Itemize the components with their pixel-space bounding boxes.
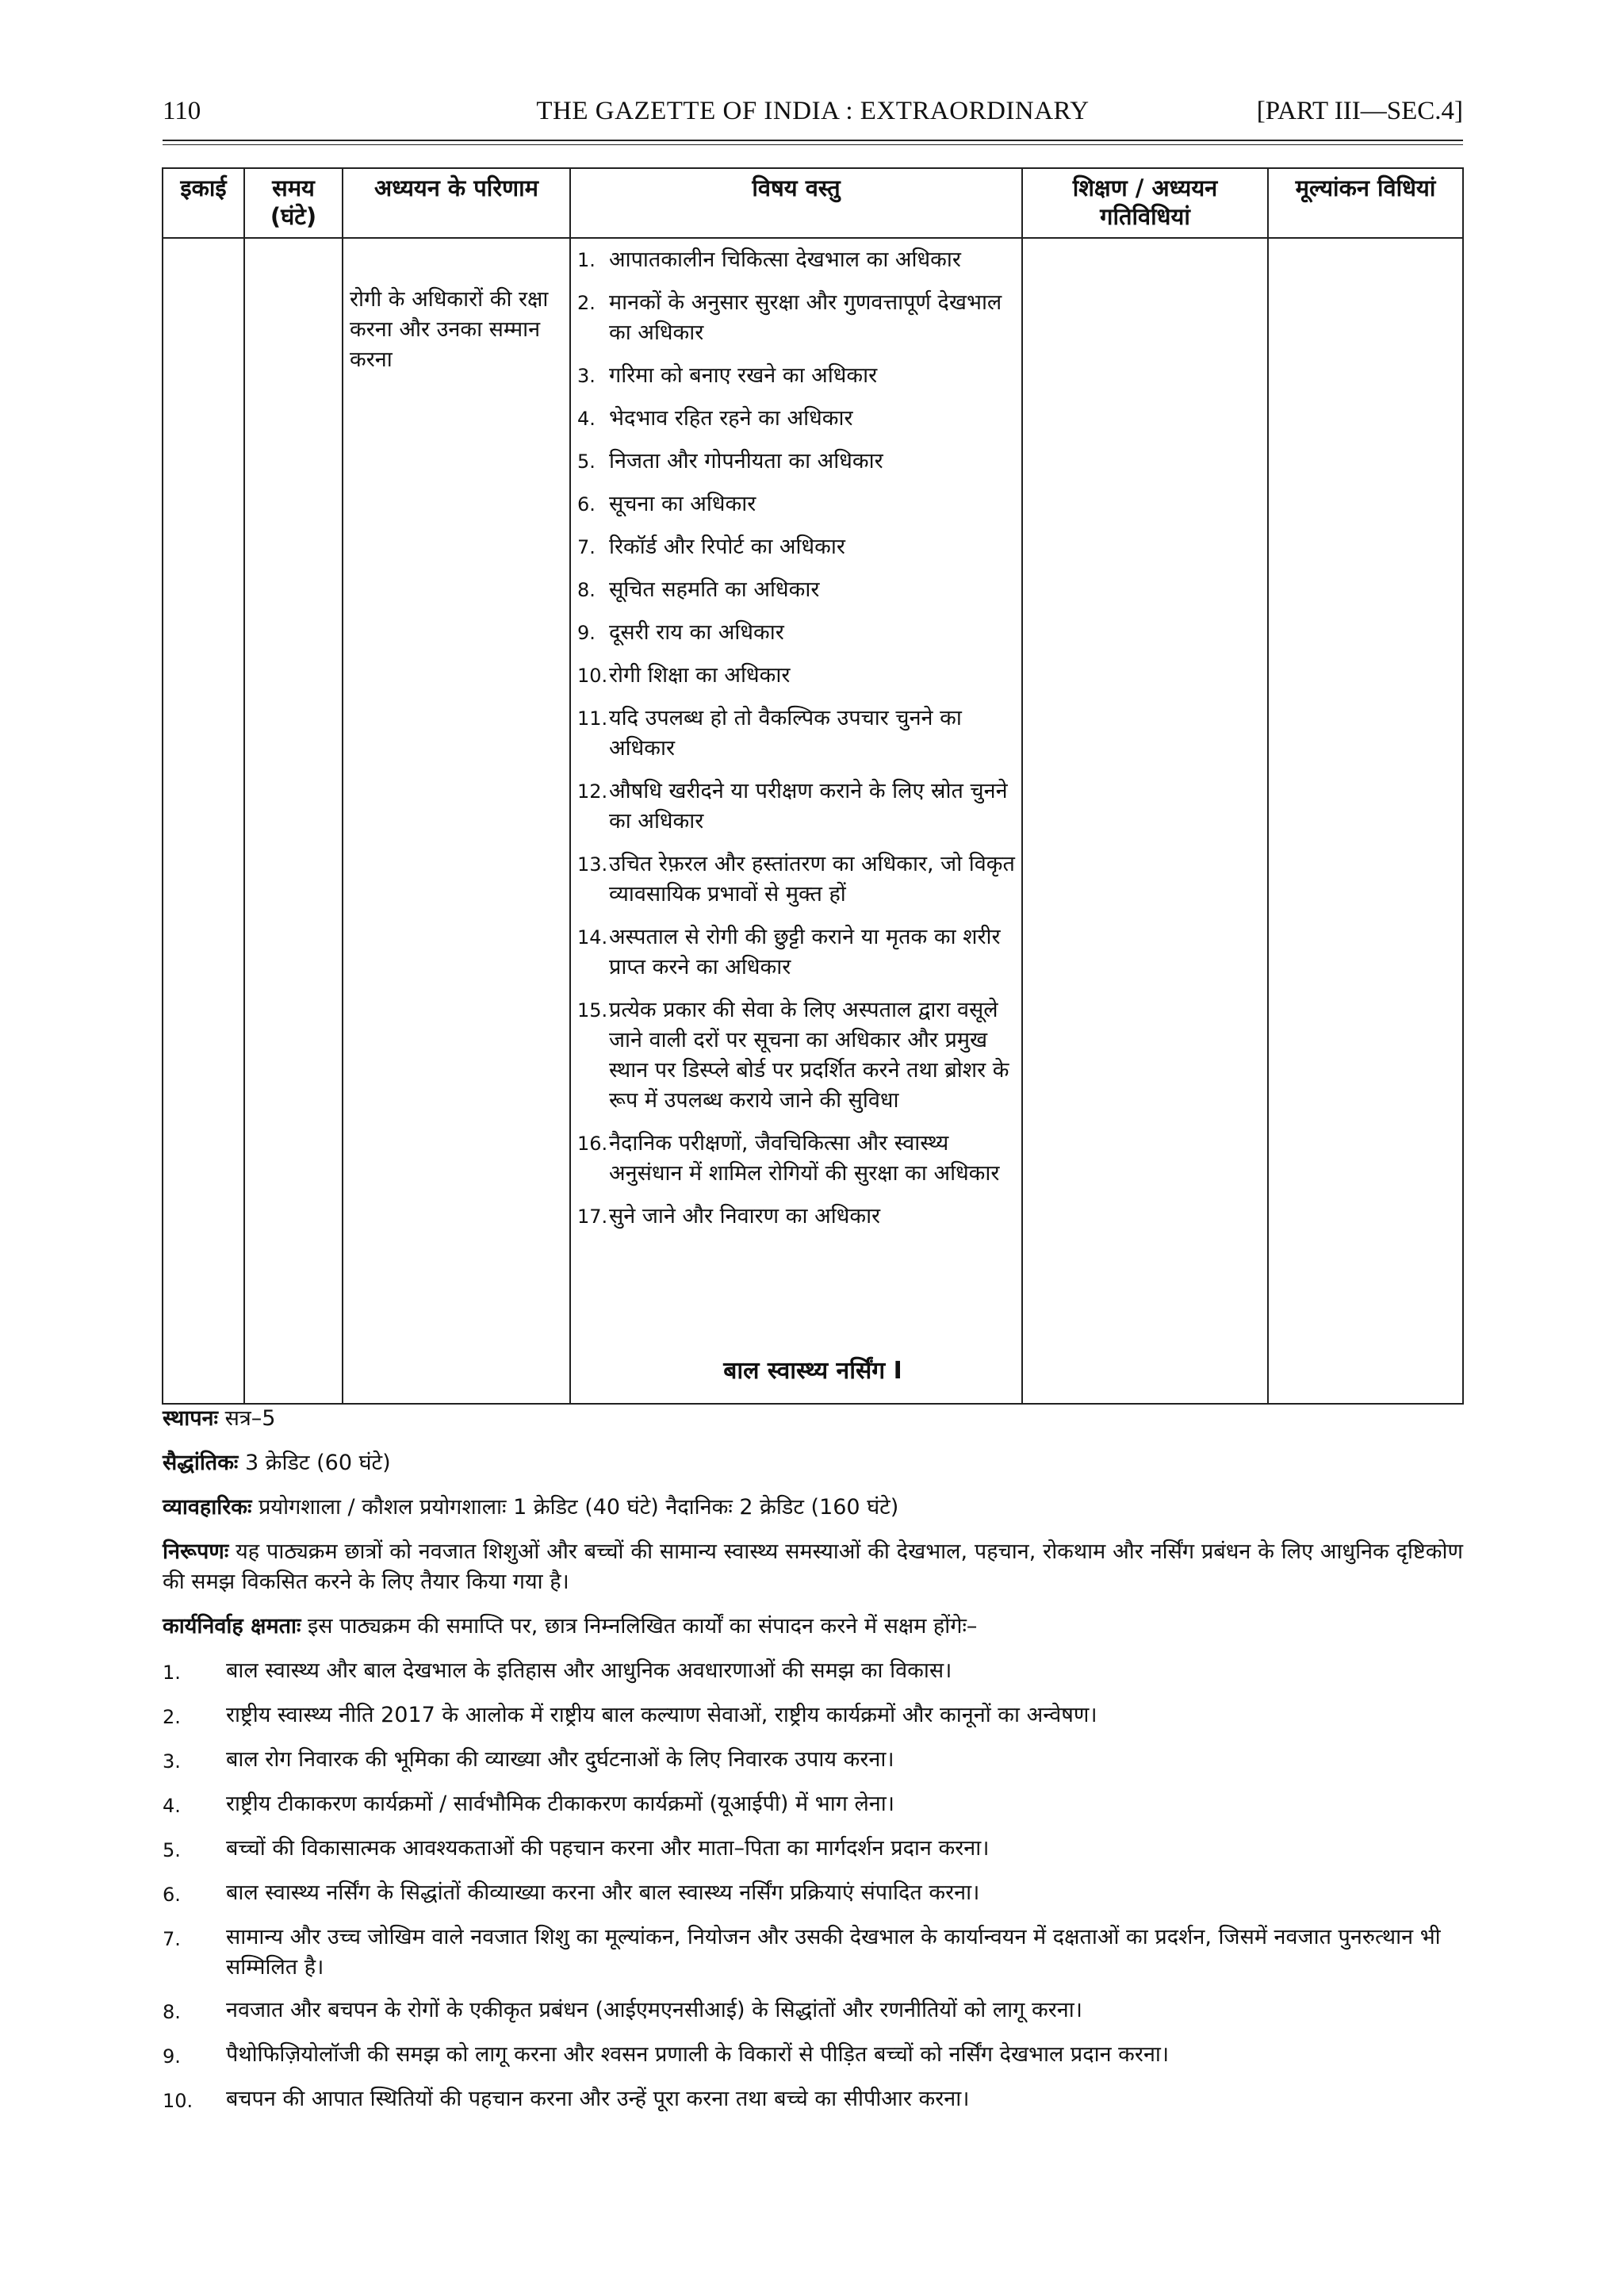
list-item <box>577 618 1015 648</box>
competency-label: कार्यनिर्वाह क्षमताः <box>163 1614 301 1639</box>
list-item <box>163 1745 1463 1777</box>
list-item <box>577 489 1015 519</box>
list-item <box>577 995 1015 1116</box>
practical-label: व्यावहारिकः <box>163 1495 252 1520</box>
list-item-text: बाल स्वास्थ्य नर्सिंग के सिद्धांतों कीव्याख्या करना और बाल स्वास्थ्य नर्सिंग प्रक्रियाएं संपादित करना। <box>226 1880 980 1905</box>
list-item-number: 10. <box>163 2090 193 2112</box>
list-item <box>163 1834 1463 1865</box>
cell-content <box>570 238 1022 1404</box>
list-item-number: 13. <box>577 853 608 876</box>
placement-label: स्थापनः <box>163 1406 218 1431</box>
course-title: बाल स्वास्थ्य नर्सिंग I <box>723 1357 902 1385</box>
list-item-text: सूचना का अधिकार <box>609 492 756 516</box>
competency-list <box>163 1656 1463 2116</box>
list-item <box>577 404 1015 434</box>
list-item <box>577 922 1015 983</box>
theory-label: सैद्धांतिकः <box>163 1451 239 1475</box>
competency-intro-line <box>163 1612 1463 1642</box>
table-row <box>163 238 1463 1404</box>
list-item <box>577 1202 1015 1232</box>
list-item-text: रिकॉर्ड और रिपोर्ट का अधिकार <box>609 535 845 559</box>
content-list <box>577 245 1015 1232</box>
cell-evaluation <box>1268 238 1463 1404</box>
list-item-text: दूसरी राय का अधिकार <box>609 620 784 645</box>
list-item-text: यदि उपलब्ध हो तो वैकल्पिक उपचार चुनने का अधिकार <box>609 706 962 761</box>
list-item-text: आपातकालीन चिकित्सा देखभाल का अधिकार <box>609 247 961 272</box>
list-item-number: 14. <box>577 926 608 949</box>
col-header-content: विषय वस्तु <box>570 168 1022 238</box>
placement-value: सत्र–5 <box>224 1406 276 1431</box>
list-item-number: 9. <box>577 622 596 644</box>
list-item-text: पैथोफिज़ियोलॉजी की समझ को लागू करना और श्वसन प्रणाली के विकारों से पीड़ित बच्चों को नर्सिंग देखभाल प्रदान करना। <box>226 2042 1170 2067</box>
list-item-text: सुने जाने और निवारण का अधिकार <box>609 1204 881 1228</box>
list-item <box>163 2084 1463 2116</box>
list-item-text: बच्चों की विकासात्मक आवश्यकताओं की पहचान करना और माता–पिता का मार्गदर्शन प्रदान करना। <box>226 1836 990 1861</box>
table-header-row <box>163 168 1463 238</box>
list-item <box>577 288 1015 348</box>
list-item-number: 12. <box>577 780 608 803</box>
list-item-number: 3. <box>163 1750 181 1773</box>
cell-unit <box>163 238 244 1404</box>
list-item <box>577 849 1015 910</box>
col-header-time: समय (घंटे) <box>244 168 343 238</box>
list-item-number: 8. <box>163 2001 181 2023</box>
list-item-number: 7. <box>577 536 596 558</box>
list-item <box>163 1878 1463 1910</box>
list-item <box>577 361 1015 391</box>
list-item-number: 11. <box>577 707 608 730</box>
list-item <box>577 532 1015 562</box>
list-item-text: अस्पताल से रोगी की छुट्टी कराने या मृतक का शरीर प्राप्त करने का अधिकार <box>609 925 1001 979</box>
list-item <box>577 447 1015 477</box>
list-item <box>577 661 1015 691</box>
list-item <box>163 1922 1463 1983</box>
list-item-text: प्रत्येक प्रकार की सेवा के लिए अस्पताल द्वारा वसूले जाने वाली दरों पर सूचना का अधिकार और प्रमुख स्थान पर डिस्प्ले बोर्ड पर प्रदर्शित करने तथा ब्रोशर के रूप में उपलब्ध कराये जाने की सुविधा <box>609 998 1009 1113</box>
list-item-number: 7. <box>163 1928 181 1950</box>
list-item-text: नवजात और बचपन के रोगों के एकीकृत प्रबंधन (आईएमएनसीआई) के सिद्धांतों और रणनीतियों को लागू करना। <box>226 1998 1082 2022</box>
list-item-number: 5. <box>577 450 596 473</box>
list-item-number: 2. <box>163 1706 181 1728</box>
competency-intro: इस पाठ्यक्रम की समाप्ति पर, छात्र निम्नलिखित कार्यों का संपादन करने में सक्षम होंगेः– <box>308 1614 978 1639</box>
list-item-text: मानकों के अनुसार सुरक्षा और गुणवत्तापूर्ण देखभाल का अधिकार <box>609 290 1002 345</box>
list-item-number: 8. <box>577 579 596 601</box>
list-item-number: 6. <box>577 493 596 516</box>
list-item-text: बाल स्वास्थ्य और बाल देखभाल के इतिहास और आधुनिक अवधारणाओं की समझ का विकास। <box>226 1658 952 1683</box>
cell-activities <box>1022 238 1268 1404</box>
header-rule <box>163 140 1463 141</box>
header-rule-thin <box>163 144 1463 145</box>
list-item-number: 4. <box>577 408 596 430</box>
list-item <box>577 1129 1015 1189</box>
list-item-number: 16. <box>577 1133 608 1155</box>
list-item-text: बचपन की आपात स्थितियों की पहचान करना और उन्हें पूरा करना तथा बच्चे का सीपीआर करना। <box>226 2087 970 2111</box>
list-item-text: राष्ट्रीय टीकाकरण कार्यक्रमों / सार्वभौमिक टीकाकरण कार्यक्रमों (यूआईपी) में भाग लेना। <box>226 1792 895 1816</box>
list-item <box>163 1700 1463 1732</box>
theory-value: 3 क्रेडिट (60 घंटे) <box>245 1451 391 1475</box>
col-header-unit: इकाई <box>163 168 244 238</box>
col-header-outcome: अध्ययन के परिणाम <box>343 168 570 238</box>
list-item-text: भेदभाव रहित रहने का अधिकार <box>609 406 853 431</box>
list-item <box>577 703 1015 764</box>
list-item-number: 10. <box>577 665 608 687</box>
page-number: 110 <box>163 97 201 125</box>
list-item-number: 6. <box>163 1884 181 1906</box>
cell-time <box>244 238 343 1404</box>
list-item-number: 3. <box>577 365 596 387</box>
list-item-text: बाल रोग निवारक की भूमिका की व्याख्या और दुर्घटनाओं के लिए निवारक उपाय करना। <box>226 1747 894 1772</box>
list-item <box>163 2040 1463 2072</box>
list-item-text: नैदानिक परीक्षणों, जैवचिकित्सा और स्वास्थ्य अनुसंधान में शामिल रोगियों की सुरक्षा का अधिकार <box>609 1131 1000 1186</box>
list-item-text: सूचित सहमति का अधिकार <box>609 577 820 602</box>
description-text: यह पाठ्यक्रम छात्रों को नवजात शिशुओं और बच्चों की सामान्य स्वास्थ्य समस्याओं की देखभाल, पहचान, रोकथाम और नर्सिंग प्रबंधन के लिए आधुनिक दृष्टिकोण की समझ विकसित करने के लिए तैयार किया गया है। <box>163 1539 1463 1594</box>
theory-line <box>163 1448 1463 1478</box>
list-item-number: 5. <box>163 1839 181 1861</box>
page-header <box>163 97 1463 141</box>
list-item-number: 15. <box>577 999 608 1022</box>
list-item <box>577 575 1015 605</box>
list-item <box>163 1656 1463 1688</box>
list-item-number: 17. <box>577 1205 608 1228</box>
list-item-number: 1. <box>163 1662 181 1684</box>
practical-line <box>163 1493 1463 1523</box>
list-item <box>163 1995 1463 2027</box>
list-item-number: 1. <box>577 249 596 271</box>
col-header-evaluation: मूल्यांकन विधियां <box>1268 168 1463 238</box>
list-item <box>577 776 1015 837</box>
course-section <box>163 1356 1463 2129</box>
list-item <box>577 245 1015 275</box>
list-item-text: औषधि खरीदने या परीक्षण कराने के लिए स्रोत चुनने का अधिकार <box>609 779 1008 834</box>
description-label: निरूपणः <box>163 1539 229 1564</box>
list-item-text: उचित रेफ़रल और हस्तांतरण का अधिकार, जो विकृत व्यावसायिक प्रभावों से मुक्त हों <box>609 852 1015 907</box>
list-item <box>163 1789 1463 1821</box>
list-item-number: 2. <box>577 292 596 314</box>
list-item-text: निजता और गोपनीयता का अधिकार <box>609 449 883 473</box>
practical-value: प्रयोगशाला / कौशल प्रयोगशालाः 1 क्रेडिट (40 घंटे) नैदानिकः 2 क्रेडिट (160 घंटे) <box>259 1495 899 1520</box>
list-item-number: 4. <box>163 1795 181 1817</box>
syllabus-table <box>162 167 1464 1405</box>
list-item-number: 9. <box>163 2045 181 2068</box>
placement-line <box>163 1404 1463 1434</box>
cell-outcome <box>343 238 570 1404</box>
list-item-text: सामान्य और उच्च जोखिम वाले नवजात शिशु का मूल्यांकन, नियोजन और उसकी देखभाल के कार्यान्वयन में दक्षताओं का प्रदर्शन, जिसमें नवजात पुनरुत्थान भी सम्मिलित है। <box>226 1925 1441 1980</box>
gazette-title: THE GAZETTE OF INDIA : EXTRAORDINARY <box>536 97 1090 125</box>
col-header-activities: शिक्षण / अध्ययन गतिविधियां <box>1022 168 1268 238</box>
description-paragraph <box>163 1537 1463 1597</box>
part-section: [PART III—SEC.4] <box>1256 97 1463 125</box>
outcome-text: रोगी के अधिकारों की रक्षा करना और उनका सम्मान करना <box>350 287 549 372</box>
list-item-text: रोगी शिक्षा का अधिकार <box>609 663 791 688</box>
list-item-text: गरिमा को बनाए रखने का अधिकार <box>609 363 878 388</box>
list-item-text: राष्ट्रीय स्वास्थ्य नीति 2017 के आलोक में राष्ट्रीय बाल कल्याण सेवाओं, राष्ट्रीय कार्यक्रमों और कानूनों का अन्वेषण। <box>226 1703 1097 1727</box>
